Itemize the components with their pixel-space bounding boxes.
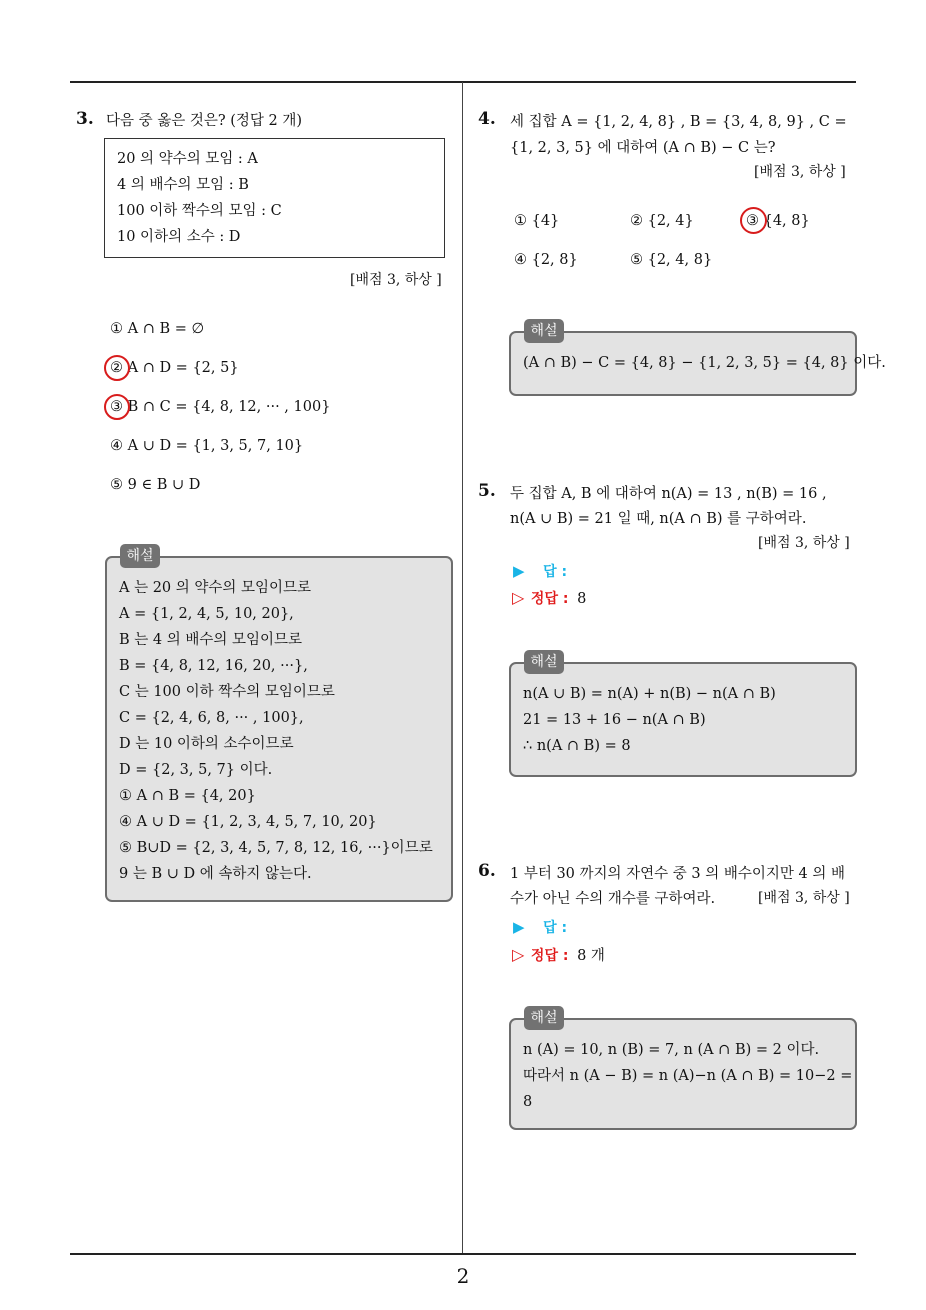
question-number: 5. xyxy=(478,481,496,501)
answer-row xyxy=(513,561,567,581)
solution-tab: 해설 xyxy=(524,650,564,674)
correct-answer-value: 8 xyxy=(577,591,587,607)
question-text: n(A ∪ B) = 21 일 때, n(A ∩ B) 를 구하여라. xyxy=(510,511,807,527)
score-label: [배점 3, 하상 ] xyxy=(758,535,850,551)
solution-line: A 는 20 의 약수의 모임이므로 xyxy=(119,580,312,596)
option-2[interactable]: ② {2, 4} xyxy=(630,213,694,229)
bottom-rule xyxy=(70,1253,856,1255)
option-1[interactable]: ① A ∩ B = ∅ xyxy=(110,321,205,337)
definition-box xyxy=(104,138,445,258)
solution-tab: 해설 xyxy=(524,1006,564,1030)
solution-line: D 는 10 이하의 소수이므로 xyxy=(119,736,294,752)
solution-line: 9 는 B ∪ D 에 속하지 않는다. xyxy=(119,866,312,882)
definition-line: 10 이하의 소수 : D xyxy=(117,229,241,245)
definition-line: 20 의 약수의 모임 : A xyxy=(117,151,258,167)
correct-answer-row xyxy=(512,588,586,608)
score-label: [배점 3, 하상 ] xyxy=(754,164,846,180)
solution-line: (A ∩ B) − C = {4, 8} − {1, 2, 3, 5} = {4, 8} 이다. xyxy=(523,355,886,371)
solution-line: ④ A ∪ D = {1, 2, 3, 4, 5, 7, 10, 20} xyxy=(119,814,377,830)
option-2[interactable]: ② A ∩ D = {2, 5} xyxy=(110,360,239,376)
solution-line: C = {2, 4, 6, 8, ··· , 100}, xyxy=(119,710,304,726)
option-5[interactable]: ⑤ 9 ∈ B ∪ D xyxy=(110,477,201,493)
solution-box xyxy=(509,1018,857,1130)
answer-circle-mark xyxy=(104,394,130,420)
question-text: 다음 중 옳은 것은? (정답 2 개) xyxy=(106,113,303,129)
question-number: 4. xyxy=(478,109,496,129)
solution-box xyxy=(509,662,857,777)
solution-line: ⑤ B∪D = {2, 3, 4, 5, 7, 8, 12, 16, ···}이므로 xyxy=(119,840,433,856)
option-4[interactable]: ④ {2, 8} xyxy=(514,252,578,268)
answer-row xyxy=(513,917,567,937)
option-1[interactable]: ① {4} xyxy=(514,213,560,229)
question-number: 3. xyxy=(76,109,94,129)
question-text: 두 집합 A, B 에 대하여 n(A) = 13 , n(B) = 16 , xyxy=(510,486,827,502)
solution-line: 따라서 n (A − B) = n (A)−n (A ∩ B) = 10−2 = xyxy=(523,1068,853,1084)
solution-line: 21 = 13 + 16 − n(A ∩ B) xyxy=(523,712,706,728)
answer-label: 답 : xyxy=(543,920,568,936)
question-text: 수가 아닌 수의 개수를 구하여라. xyxy=(510,891,716,907)
solution-line: ① A ∩ B = {4, 20} xyxy=(119,788,256,804)
score-label: [배점 3, 하상 ] xyxy=(758,890,850,906)
question-text: {1, 2, 3, 5} 에 대하여 (A ∩ B) − C 는? xyxy=(510,140,776,156)
solution-line: B = {4, 8, 12, 16, 20, ···}, xyxy=(119,658,308,674)
score-label: [배점 3, 하상 ] xyxy=(350,272,442,288)
definition-line: 4 의 배수의 모임 : B xyxy=(117,177,249,193)
answer-circle-mark xyxy=(104,355,130,381)
column-divider xyxy=(462,82,463,1254)
answer-circle-mark xyxy=(740,207,767,234)
solution-line: C 는 100 이하 짝수의 모임이므로 xyxy=(119,684,335,700)
solution-line: D = {2, 3, 5, 7} 이다. xyxy=(119,762,273,778)
correct-answer-label: 정답 : xyxy=(530,948,569,964)
option-3[interactable]: ③ {4, 8} xyxy=(746,213,810,229)
option-3[interactable]: ③ B ∩ C = {4, 8, 12, ··· , 100} xyxy=(110,399,331,415)
question-text: 1 부터 30 까지의 자연수 중 3 의 배수이지만 4 의 배 xyxy=(510,866,845,882)
solution-line: n (A) = 10, n (B) = 7, n (A ∩ B) = 2 이다. xyxy=(523,1042,820,1058)
correct-answer-label: 정답 : xyxy=(530,591,569,607)
outline-arrow-icon: ▷ xyxy=(512,588,525,607)
solution-line: A = {1, 2, 4, 5, 10, 20}, xyxy=(119,606,294,622)
answer-label: 답 : xyxy=(543,564,568,580)
outline-arrow-icon: ▷ xyxy=(512,945,525,964)
solution-line: ∴ n(A ∩ B) = 8 xyxy=(523,738,631,754)
solution-tab: 해설 xyxy=(524,319,564,343)
option-4[interactable]: ④ A ∪ D = {1, 3, 5, 7, 10} xyxy=(110,438,304,454)
question-text: 세 집합 A = {1, 2, 4, 8} , B = {3, 4, 8, 9} , C = xyxy=(510,114,847,130)
solution-box xyxy=(105,556,453,902)
page-number: 2 xyxy=(456,1264,470,1288)
play-arrow-icon: ▶ xyxy=(513,918,525,936)
solution-line: 8 xyxy=(523,1094,533,1110)
solution-line: B 는 4 의 배수의 모임이므로 xyxy=(119,632,302,648)
question-number: 6. xyxy=(478,861,496,881)
solution-line: n(A ∪ B) = n(A) + n(B) − n(A ∩ B) xyxy=(523,686,776,702)
play-arrow-icon: ▶ xyxy=(513,562,525,580)
solution-tab: 해설 xyxy=(120,544,160,568)
correct-answer-row xyxy=(512,944,605,965)
definition-line: 100 이하 짝수의 모임 : C xyxy=(117,203,282,219)
correct-answer-value: 8 개 xyxy=(577,948,605,964)
option-5[interactable]: ⑤ {2, 4, 8} xyxy=(630,252,713,268)
